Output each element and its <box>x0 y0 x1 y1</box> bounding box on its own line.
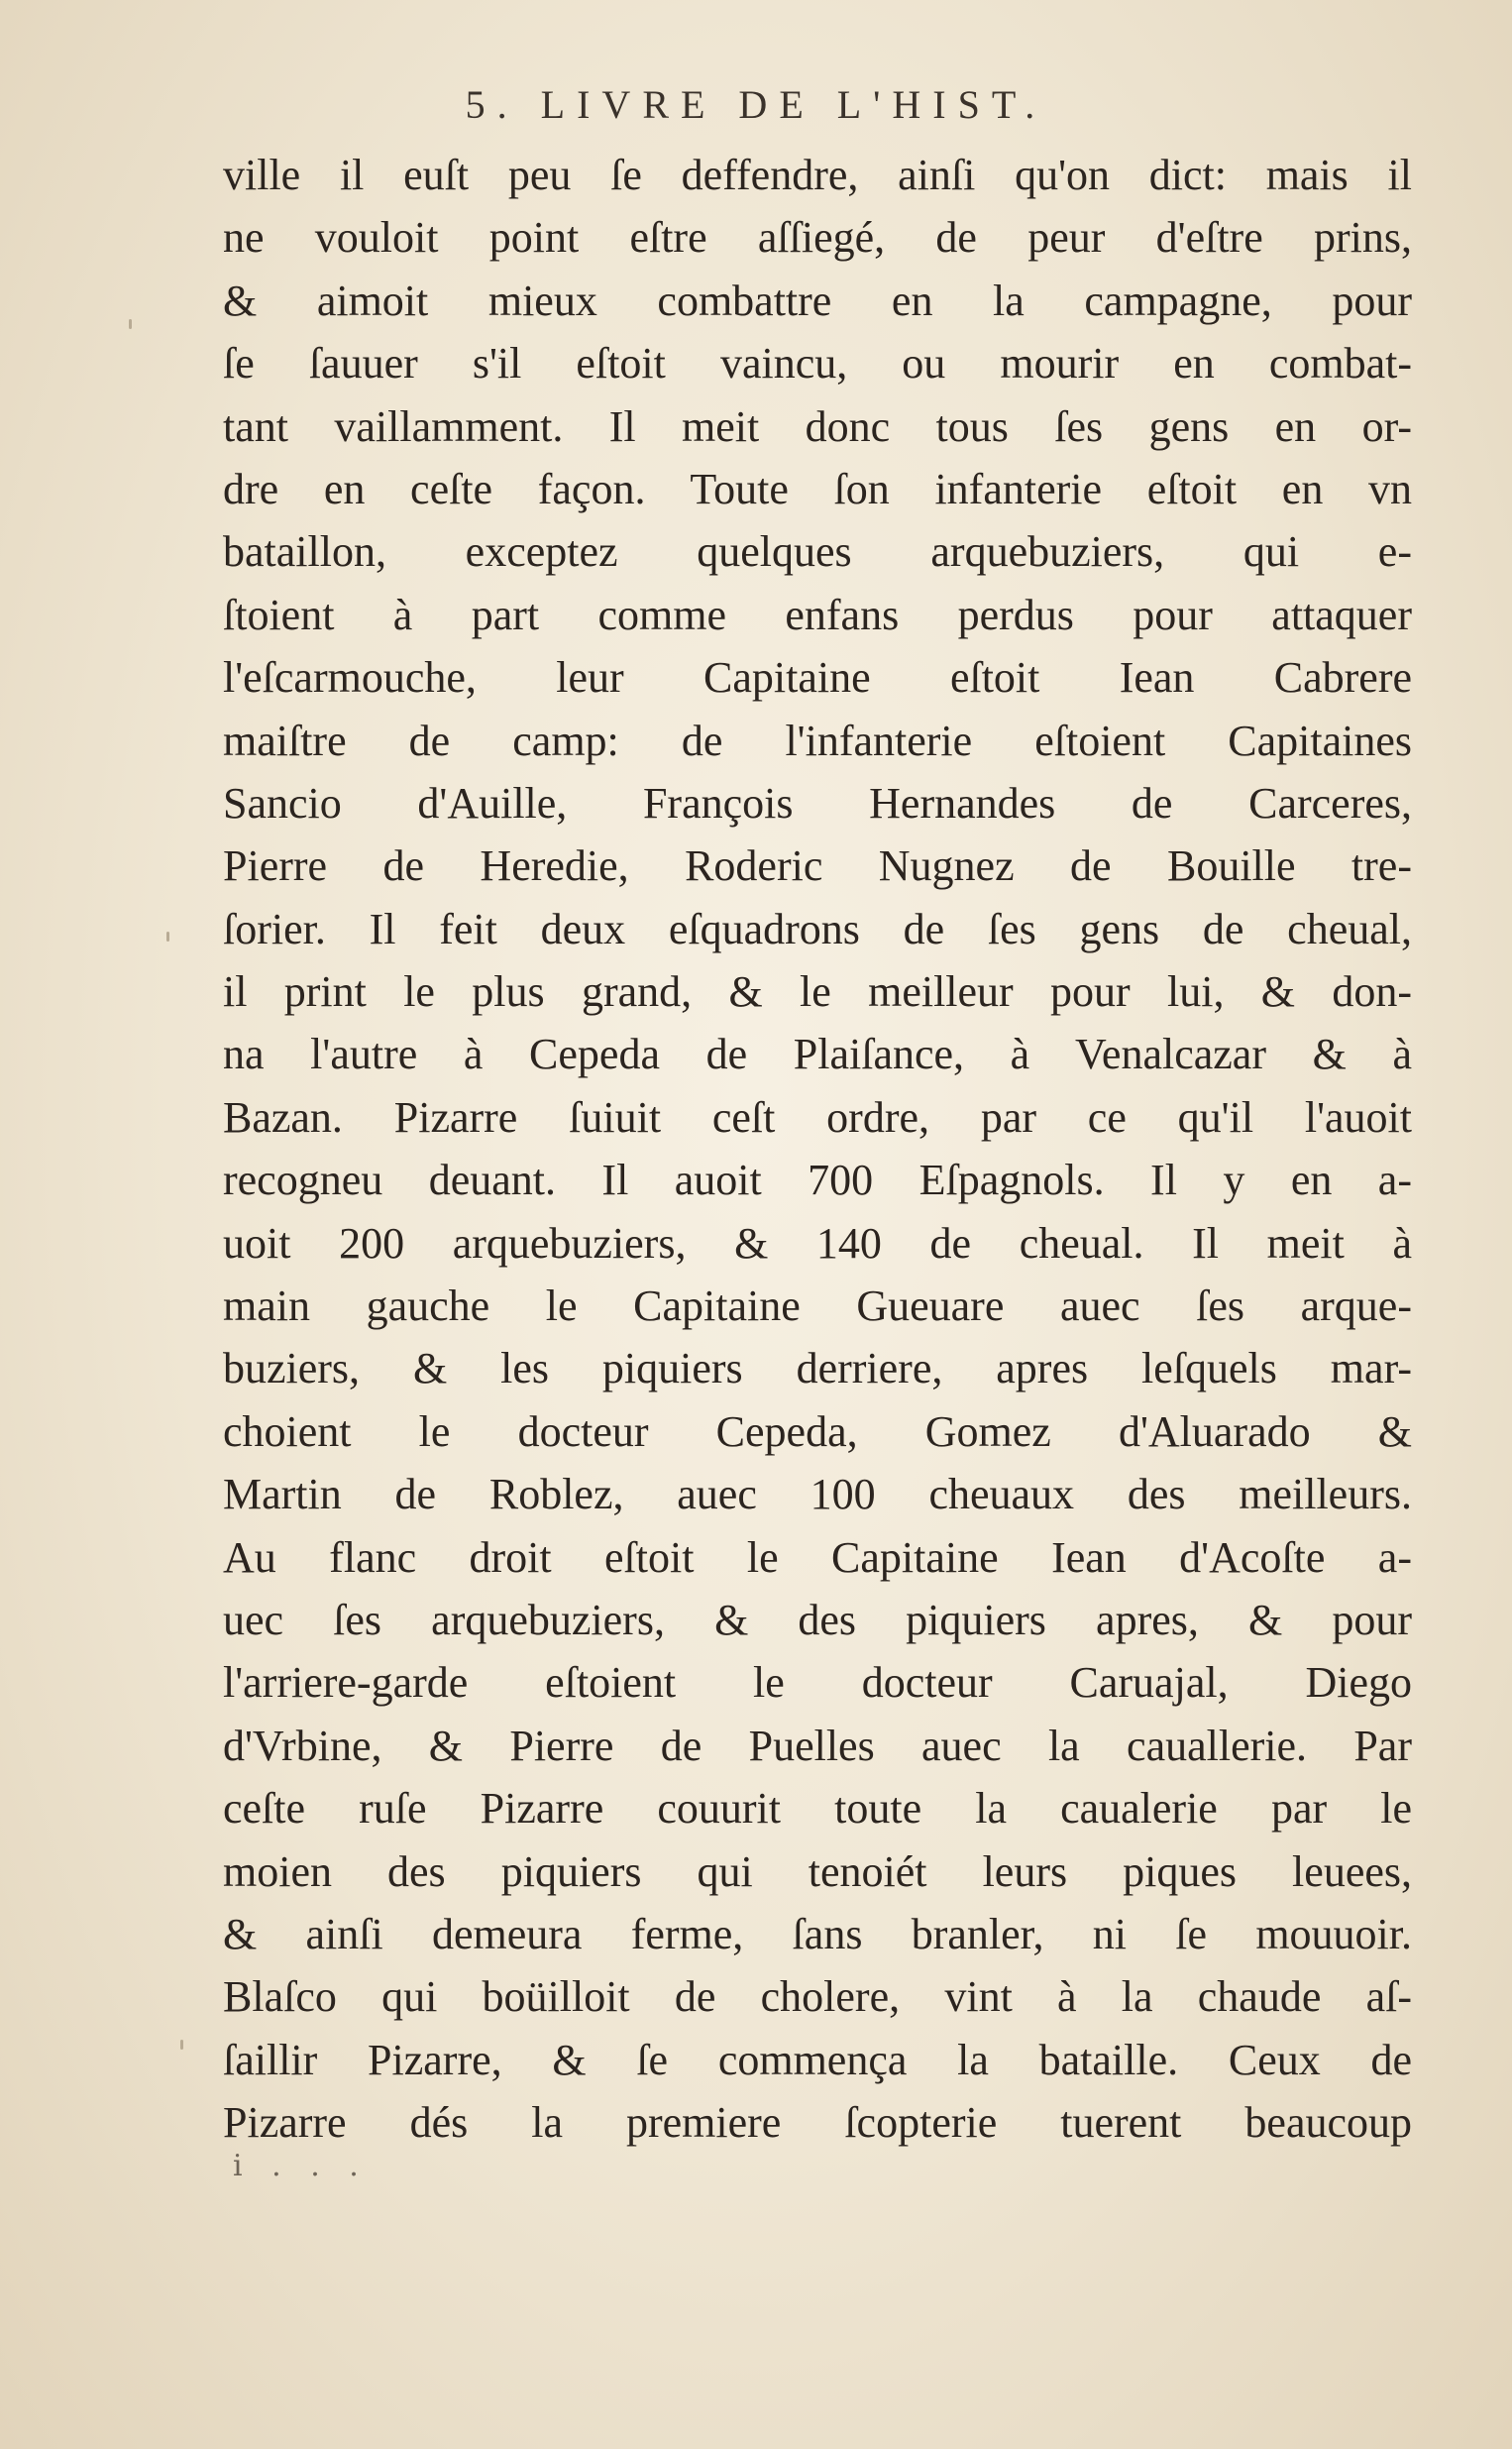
margin-speck <box>129 319 132 329</box>
text-line: & ainſi demeura ferme, ſans branler, ni ſe mouuoir. <box>223 1909 1412 1958</box>
text-line: buziers, & les piquiers derriere, apres leſquels mar- <box>223 1344 1412 1393</box>
text-line: ſe ſauuer s'il eſtoit vaincu, ou mourir en combat- <box>223 339 1412 389</box>
text-line: ſorier. Il feit deux eſquadrons de ſes gens de cheual, <box>223 904 1412 953</box>
margin-speck <box>166 932 169 942</box>
text-line: l'arriere-garde eſtoient le docteur Caruajal, Diego <box>223 1658 1412 1708</box>
text-line: uec ſes arquebuziers, & des piquiers apres, & pour <box>223 1595 1412 1644</box>
text-block <box>223 144 1412 2155</box>
text-line: ceſte ruſe Pizarre couurit toute la caualerie par le <box>223 1784 1412 1834</box>
text-line: Au flanc droit eſtoit le Capitaine Iean d'Acoſte a- <box>223 1532 1412 1582</box>
text-line: ſtoient à part comme enfans perdus pour attaquer <box>223 590 1412 639</box>
text-line: Sancio d'Auille, François Hernandes de Carceres, <box>223 778 1412 828</box>
text-line: ville il euſt peu ſe deffendre, ainſi qu'on dict: mais il <box>223 151 1412 199</box>
text-line: Blaſco qui boüilloit de cholere, vint à la chaude aſ- <box>223 1972 1412 2022</box>
text-line: Pizarre dés la premiere ſcopterie tuerent beaucoup <box>223 2098 1412 2148</box>
text-line: l'eſcarmouche, leur Capitaine eſtoit Iean Cabrere <box>223 653 1412 703</box>
text-line: Pierre de Heredie, Roderic Nugnez de Bouille tre- <box>223 841 1412 891</box>
text-line: dre en ceſte façon. Toute ſon infanterie eſtoit en vn <box>223 464 1412 513</box>
text-line: ſaillir Pizarre, & ſe commença la bataille. Ceux de <box>223 2035 1412 2084</box>
text-line: ne vouloit point eſtre aſſiegé, de peur d'eſtre prins, <box>223 213 1412 263</box>
text-line: na l'autre à Cepeda de Plaiſance, à Venalcazar & à <box>223 1030 1412 1079</box>
text-line: moien des piquiers qui tenoiét leurs piques leuees, <box>223 1846 1412 1896</box>
text-line: Bazan. Pizarre ſuiuit ceſt ordre, par ce qu'il l'auoit <box>223 1092 1412 1142</box>
text-line: bataillon, exceptez quelques arquebuziers, qui e- <box>223 527 1412 577</box>
margin-speck <box>180 2040 183 2050</box>
text-line: recogneu deuant. Il auoit 700 Eſpagnols. Il y en a- <box>223 1156 1412 1205</box>
text-line: maiſtre de camp: de l'infanterie eſtoient Capitaines <box>223 716 1412 765</box>
text-line: d'Vrbine, & Pierre de Puelles auec la cauallerie. Par <box>223 1721 1412 1770</box>
text-line: main gauche le Capitaine Gueuare auec ſes arque- <box>223 1281 1412 1331</box>
text-line: uoit 200 arquebuziers, & 140 de cheual. Il meit à <box>223 1218 1412 1268</box>
text-line: tant vaillamment. Il meit donc tous ſes gens en or- <box>223 401 1412 451</box>
text-line: Martin de Roblez, auec 100 cheuaux des meilleurs. <box>223 1470 1412 1519</box>
text-line: & aimoit mieux combattre en la campagne, pour <box>223 276 1412 325</box>
running-head: 5. LIVRE DE L'HIST. <box>465 82 1047 127</box>
text-line: il print le plus grand, & le meilleur pour lui, & don- <box>223 967 1412 1017</box>
footer-mark: i . . . <box>233 2149 369 2183</box>
text-line: choient le docteur Cepeda, Gomez d'Aluarado & <box>223 1406 1412 1456</box>
